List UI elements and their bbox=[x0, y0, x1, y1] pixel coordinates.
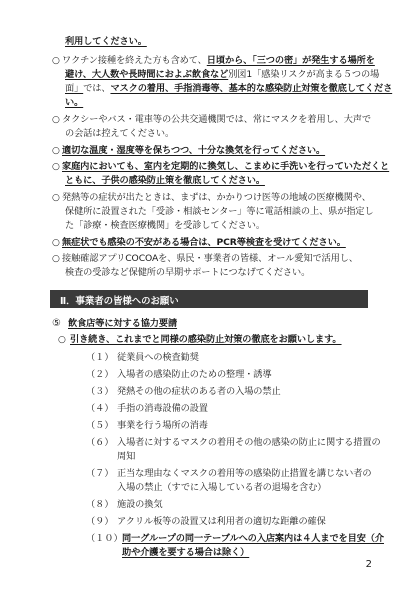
item-text: 従業員への検査勧奨 bbox=[117, 352, 199, 363]
bullet-mark: ○ bbox=[52, 238, 60, 248]
circled-number-5: ⑤ bbox=[52, 318, 61, 329]
bullet-2-line-2: の会話は控えてください。 bbox=[65, 128, 175, 139]
item-text: 同一グループの同一テーブルへの入店案内は４人までを目安（介 bbox=[122, 533, 384, 544]
bullet-mark: ○ bbox=[52, 146, 60, 156]
bullet-4-line-2: ともに、子供の感染防止策を徹底してください。 bbox=[65, 175, 265, 186]
item-text: 発熱その他の症状のある者の入場の禁止 bbox=[117, 386, 281, 397]
bullet-mark: ○ bbox=[52, 56, 60, 66]
bullet-5-line-2: 保健所に設置された「受診・相談センター」等に電話相談の上、県が指定し bbox=[65, 206, 374, 217]
item-text: 事業を行う場所の消毒 bbox=[117, 420, 208, 431]
section-title: Ⅱ．事業者の皆様へのお願い bbox=[60, 296, 179, 307]
item-text: アクリル板等の設置又は利用者の適切な距離の確保 bbox=[117, 516, 326, 527]
item-number: （８） bbox=[86, 499, 114, 510]
item-number: （５） bbox=[86, 420, 114, 431]
item-number: （７） bbox=[86, 468, 114, 479]
item-text: 入場者の感染防止のための整理・誘導 bbox=[117, 369, 272, 380]
bullet-mark: ○ bbox=[52, 254, 60, 264]
bullet-mark: ○ bbox=[52, 162, 60, 172]
bullet-1-line-3: 面」では、マスクの着用、手指消毒等、基本的な感染防止対策を徹底してくださ bbox=[65, 83, 393, 94]
item-number: （６） bbox=[86, 437, 114, 448]
item-number: （１） bbox=[86, 352, 114, 363]
bullet-1-line-2: 避け、大人数や長時間におよぶ飲食など別図1「感染リスクが高まる５つの場 bbox=[65, 69, 380, 80]
item-text: 施設の換気 bbox=[117, 499, 163, 510]
section-header-bar bbox=[50, 290, 368, 308]
bullet-1-line-1: ワクチン接種を終えた方も含めて、日頃から、「三つの密」が発生する場所を bbox=[62, 55, 375, 66]
item-number: （４） bbox=[86, 403, 114, 414]
item-text-continued: 入場の禁止（すでに入場している者の退場を含む） bbox=[117, 482, 327, 493]
bullet-2-line-1: タクシーやバス・電車等の公共交通機関では、常にマスクを着用し、大声で bbox=[62, 114, 371, 125]
bullet-5-line-1: 発熱等の症状が出たときは、まずは、かかりつけ医等の地域の医療機関や、 bbox=[62, 192, 371, 203]
bullet-4-line-1: 家庭内においても、室内を定期的に換気し、こまめに手洗いを行っていただくと bbox=[62, 161, 390, 172]
continuation-text: 利用してください。 bbox=[65, 36, 147, 47]
page-number: 2 bbox=[365, 559, 372, 570]
bullet-7-line-1: 接触確認アプリCOCOAを、県民・事業者の皆様、オール愛知で活用し、 bbox=[62, 253, 358, 264]
item-number: （２） bbox=[86, 369, 114, 380]
bullet-1-line-4: い。 bbox=[65, 97, 84, 108]
subsection-title: 飲食店等に対する協力要請 bbox=[68, 318, 178, 329]
item-text-continued: 助や介護を要する場合は除く） bbox=[122, 547, 250, 558]
subsection-intro: 引き続き、これまでと同様の感染防止対策の徹底をお願いします。 bbox=[70, 334, 342, 345]
bullet-7-line-2: 検査の受診など保健所の早期サポートにつなげてください。 bbox=[65, 267, 311, 278]
bullet-3-line-1: 適切な温度・湿度等を保ちつつ、十分な換気を行ってください。 bbox=[62, 145, 326, 156]
bullet-6-line-1: 無症状でも感染の不安がある場合は、PCR等検査を受けてください。 bbox=[62, 237, 346, 248]
bullet-mark: ○ bbox=[52, 115, 60, 125]
item-text: 正当な理由なくマスクの着用等の感染防止措置を講じない者の bbox=[117, 468, 372, 479]
item-text: 入場者に対するマスクの着用その他の感染の防止に関する措置の bbox=[117, 437, 381, 448]
bullet-mark: ○ bbox=[58, 335, 66, 345]
item-text-continued: 周知 bbox=[117, 451, 136, 462]
bullet-5-line-3: た「診療・検査医療機関」を受診してください。 bbox=[65, 220, 265, 231]
item-number: （３） bbox=[86, 386, 114, 397]
item-number: （９） bbox=[86, 516, 114, 527]
item-text: 手指の消毒設備の設置 bbox=[117, 403, 208, 414]
item-number: （１０） bbox=[86, 533, 123, 544]
bullet-mark: ○ bbox=[52, 193, 60, 203]
